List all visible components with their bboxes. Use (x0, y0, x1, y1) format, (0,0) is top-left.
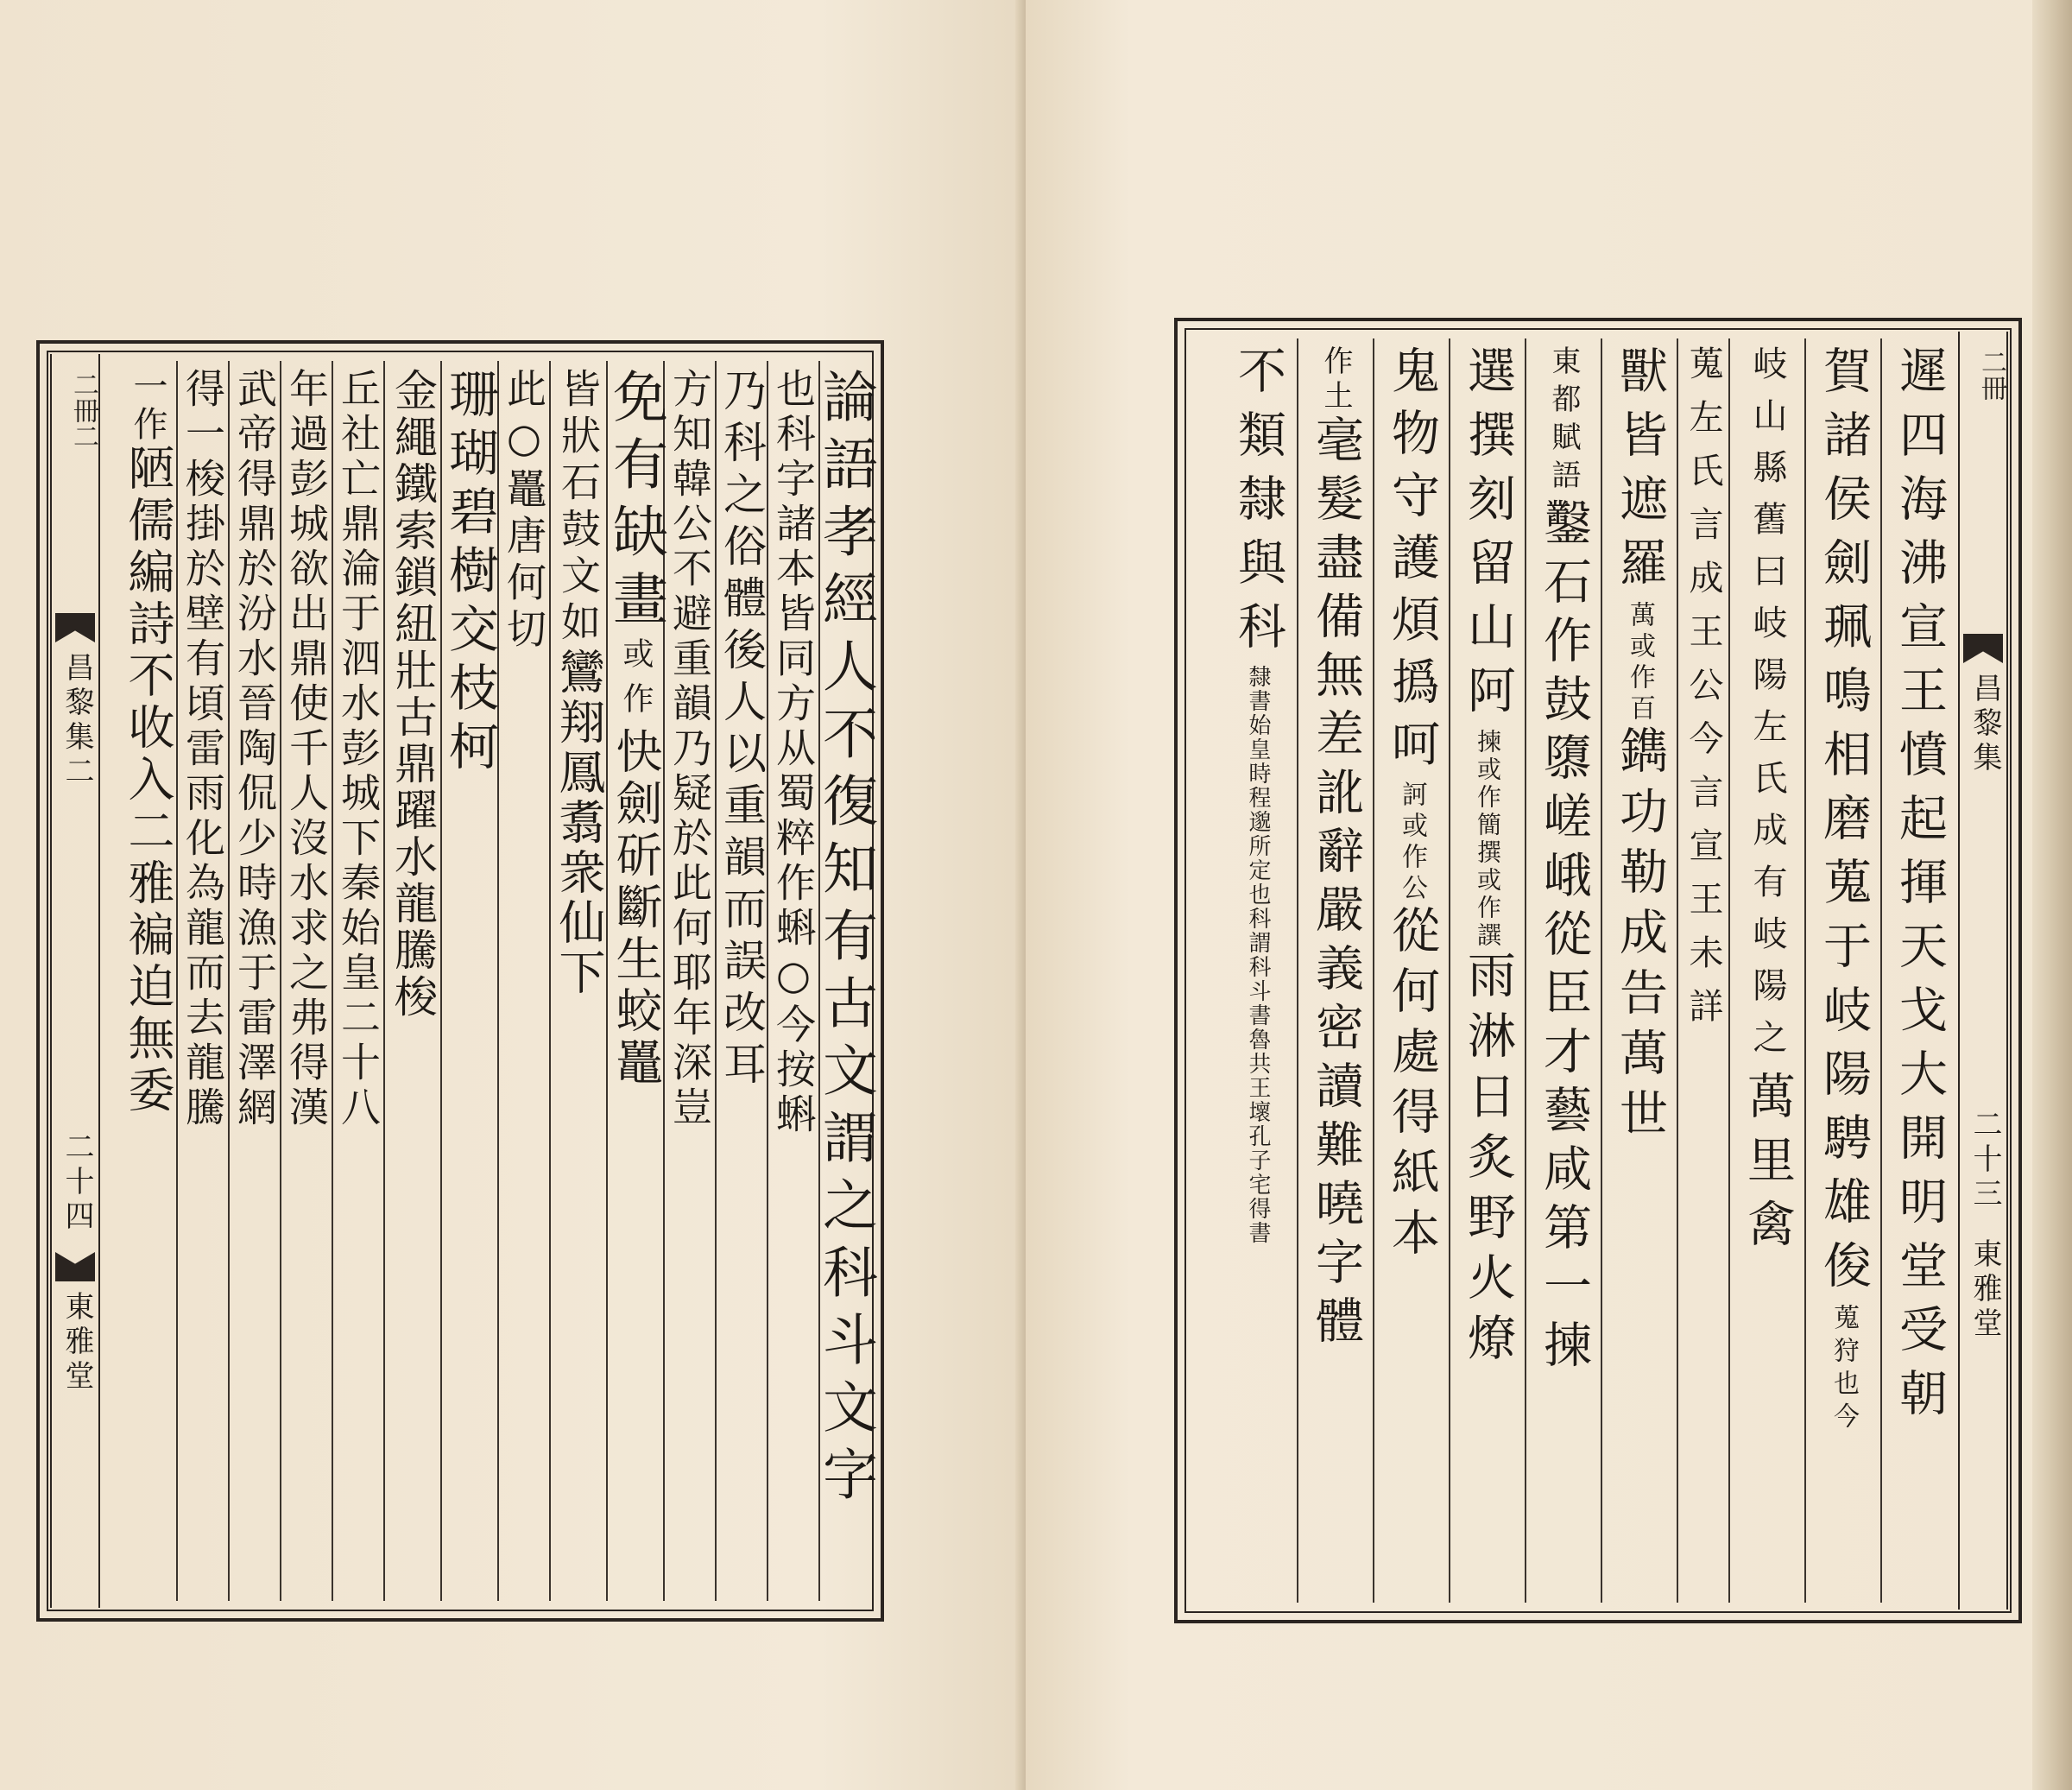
left-strip-title: 昌黎集二 (60, 652, 94, 790)
annotation-text: 岐山縣舊曰岐陽左氏成有岐陽之 (1747, 345, 1787, 1071)
column-text: 選撰刻留山阿 (1460, 345, 1516, 729)
column-text: 不類隸與科 (1230, 345, 1286, 665)
column-text: 獸皆遮羅 (1612, 345, 1668, 601)
column-text: 從何處得紙本 (1384, 905, 1440, 1268)
column-text: 鬼物守護煩撝呵 (1384, 345, 1440, 781)
column-text: 鑿石作鼓隳嵯峨從臣才藝咸第一揀 (1536, 497, 1592, 1378)
left-strip-top-text: 二冊二 (68, 371, 98, 449)
annotation-text: 揀或作簡撰或作譔 (1474, 729, 1502, 950)
text-column (1219, 338, 1297, 1603)
text-column (715, 361, 767, 1601)
column-text: 鸞翔鳳翥衆仙下 (552, 648, 606, 998)
annotation-text: 萬或作百 (1625, 601, 1655, 725)
column-text: 陋儒編詩不收入 (121, 444, 175, 806)
column-text: 賀諸侯劍珮鳴相磨蒐于岐陽騁雄俊 (1816, 345, 1872, 1304)
column-text: 年過彭城欲出鼎使千人沒水求之弗得漢 (283, 368, 330, 1131)
column-text: 珊瑚碧樹交枝柯 (440, 368, 499, 779)
column-text: 雨淋日炙野火燎 (1460, 950, 1516, 1373)
column-text: 也科字諸本皆同方从蜀粹作蝌○今按蝌 (770, 368, 817, 1138)
column-text: 免有缺畫 (603, 368, 667, 637)
text-column (1525, 338, 1601, 1603)
left-strip-publisher: 東雅堂 (60, 1291, 94, 1395)
left-fishtail-upper (55, 613, 95, 642)
right-strip-page: 二十三 (1968, 1109, 2002, 1212)
column-text: 論語孝經人不復知有古文謂之科斗文字 (813, 368, 877, 1513)
left-text-frame (36, 340, 884, 1622)
column-text: 鐫功勒成告萬世 (1612, 725, 1668, 1148)
annotation-text: 蒐狩也今 (1829, 1304, 1859, 1435)
text-column (332, 361, 383, 1601)
column-text: 遲四海沸宣王憤起揮天戈大開明堂受朝 (1892, 345, 1948, 1432)
text-column (767, 361, 818, 1601)
column-text: 乃科之俗體後人以重韻而誤改耳 (717, 368, 767, 1093)
text-column (1880, 338, 1956, 1603)
text-column (1677, 338, 1728, 1603)
column-text: 毫髮盡備無差訛辭嚴義密讀難曉字體 (1308, 414, 1364, 1354)
column-text: 萬里禽 (1740, 1071, 1796, 1262)
column-text: 武帝得鼎於汾水晉陶侃少時漁于雷澤網 (231, 368, 278, 1131)
annotation-text: 訶或作公 (1397, 781, 1427, 905)
text-column (440, 361, 497, 1601)
left-fishtail-lower (55, 1252, 95, 1281)
right-strip-title: 昌黎集 (1968, 673, 2002, 776)
text-column (1601, 338, 1677, 1603)
text-column (1804, 338, 1880, 1603)
right-text-frame (1174, 318, 2022, 1623)
text-column (1728, 338, 1804, 1603)
left-columns (102, 361, 877, 1601)
right-center-strip (1958, 332, 2008, 1610)
right-columns (1188, 338, 1956, 1603)
text-column (176, 361, 228, 1601)
annotation-text: 隸書始皇時程邈所定也科謂科斗書魯共王壞孔子宅得書 (1245, 665, 1271, 1245)
column-text: 丘社亡鼎淪于泗水彭城下秦始皇二十八 (335, 368, 382, 1131)
text-column (1373, 338, 1449, 1603)
book-edge (2032, 0, 2072, 1790)
right-strip-top-text: 二冊 (1976, 349, 2006, 401)
column-text: 金繩鐵索鎖紐壯古鼎躍水龍騰梭 (388, 368, 438, 1021)
text-column (1449, 338, 1525, 1603)
text-column (549, 361, 606, 1601)
column-text: 皆狀石鼓文如 (555, 368, 602, 648)
column-text: 得一梭掛於壁有頃雷雨化為龍而去龍騰 (180, 368, 226, 1131)
text-column (383, 361, 440, 1601)
column-text: 此○鼉唐何切 (501, 368, 547, 655)
text-column (119, 361, 176, 1601)
right-strip-publisher: 東雅堂 (1968, 1238, 2002, 1342)
text-column (280, 361, 332, 1601)
annotation-text: 作土 (1318, 345, 1353, 414)
right-fishtail-upper (1963, 634, 2003, 663)
column-text: 快劍斫斷生蛟鼉 (609, 727, 663, 1090)
annotation-text: 東都賦語 (1546, 345, 1581, 497)
column-text: 二雅褊迫無委 (121, 806, 175, 1117)
annotation-text: 蒐左氏言成王公今言宣王未詳 (1684, 345, 1723, 1041)
annotation-text: 或作 (618, 637, 654, 727)
text-column (1297, 338, 1373, 1603)
left-center-strip (50, 354, 100, 1608)
column-text: 方知韓公不避重韻乃疑於此何耶年深豈 (666, 368, 713, 1131)
left-strip-page: 二十四 (60, 1131, 94, 1235)
text-column (813, 361, 877, 1601)
column-text: 一作 (128, 368, 167, 444)
text-column (228, 361, 280, 1601)
